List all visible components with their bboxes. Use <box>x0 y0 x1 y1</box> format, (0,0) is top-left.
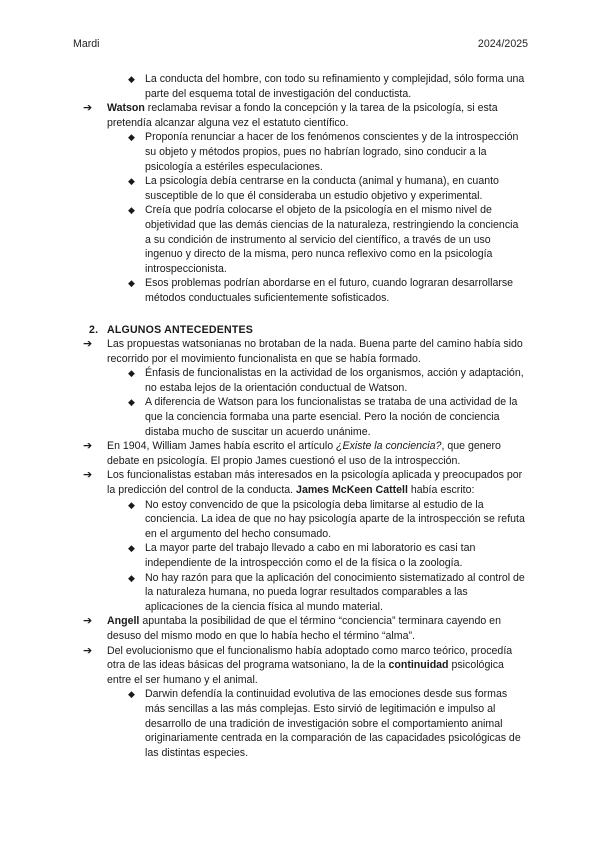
section-title: ALGUNOS ANTECEDENTES <box>107 323 254 336</box>
diamond-bullet-icon: ◆ <box>128 278 135 289</box>
document-body <box>0 72 600 760</box>
bullet-cattell-quote-3: ◆ No hay razón para que la aplicación del conocimiento sistematizado al control de la naturaleza humana, no pueda lograr resultados comparables a las aplicaciones de la ciencia física al mundo material. <box>128 571 525 613</box>
diamond-bullet-icon: ◆ <box>128 689 135 700</box>
diamond-bullet-icon: ◆ <box>128 205 135 216</box>
diamond-bullet-icon: ◆ <box>128 543 135 554</box>
bullet-centrarse-conducta: ◆ La psicología debía centrarse en la conducta (animal y humana), en cuanto susceptible de lo que él consideraba un estudio objetivo y experimental. <box>128 175 499 202</box>
bullet-objetividad: ◆ Creía que podría colocarse el objeto de la psicología en el mismo nivel de objetividad que las demás ciencias de la naturaleza, restringiendo la conciencia a su condición de instrumento al servicio del científico, a través de un uso ingenuo y directo de la misma, pero nunca reflexivo como en la psicología introspeccionista. <box>128 204 519 275</box>
section-heading-antecedentes <box>89 323 600 338</box>
bullet-diferencia-watson: ◆ A diferencia de Watson para los funcionalistas se trataba de una actividad de la que la conciencia formaba una parte esencial. Pero la noción de conciencia distaba mucho de suscitar un acuerdo unánime. <box>128 396 518 438</box>
arrow-bullet-icon: ➔ <box>83 644 93 657</box>
article-title: ¿Existe la conciencia? <box>336 440 442 453</box>
arrow-item-propuestas: ➔ Las propuestas watsonianas no brotaban de la nada. Buena parte del camino había sido recorrido por el movimiento funcionalista en que se había formado. <box>83 338 523 365</box>
bullet-problemas-futuro: ◆ Esos problemas podrían abordarse en el futuro, cuando lograran desarrollarse métodos conductuales suficientemente sofisticados. <box>128 277 514 304</box>
arrow-item-william-james: ➔ En 1904, William James había escrito el artículo ¿Existe la conciencia?, que genero debate en psicología. El propio James cuestionó el uso de la introspección. <box>83 440 501 467</box>
bullet-conducta-hombre: ◆ La conducta del hombre, con todo su refinamiento y complejidad, sólo forma una parte del esquema total de investigación del conductista. <box>128 73 525 100</box>
diamond-bullet-icon: ◆ <box>128 368 135 379</box>
bullet-enfasis-funcionalistas: ◆ Énfasis de funcionalistas en la actividad de los organismos, acción y adaptación, no estaba lejos de la orientación conductual de Watson. <box>128 367 524 394</box>
arrow-bullet-icon: ➔ <box>83 338 93 351</box>
bullet-renunciar-conciencia: ◆ Proponía renunciar a hacer de los fenómenos conscientes y de la introspección su objeto y métodos propios, pues no habrían logrado, sino conducir a la psicología a estériles especulaciones. <box>128 131 519 173</box>
bullet-cattell-quote-1: ◆ No estoy convencido de que la psicología deba limitarse al estudio de la conciencia. La idea de que no hay psicología aparte de la introspección se refuta en el argumento del hecho consumado. <box>128 498 525 540</box>
diamond-bullet-icon: ◆ <box>128 74 135 84</box>
header-course-name: Mardi <box>73 38 100 50</box>
arrow-bullet-icon: ➔ <box>83 102 93 115</box>
section-number: 2. <box>89 323 99 336</box>
arrow-bullet-icon: ➔ <box>83 615 93 628</box>
header-academic-year: 2024/2025 <box>477 38 528 50</box>
diamond-bullet-icon: ◆ <box>128 132 135 143</box>
arrow-item-funcionalistas: ➔ Los funcionalistas estaban más interesados en la psicología aplicada y preocupados por la predicción del control de la conducta. James McKeen Cattell había escrito: <box>83 469 523 497</box>
diamond-bullet-icon: ◆ <box>128 176 135 187</box>
diamond-bullet-icon: ◆ <box>128 572 135 583</box>
bullet-cattell-quote-2: ◆ La mayor parte del trabajo llevado a cabo en mi laboratorio es casi tan independiente de la introspección como el de la física o la zoología. <box>128 542 476 569</box>
arrow-item-watson: ➔ Watson reclamaba revisar a fondo la concepción y la tarea de la psicología, si esta pretendía alcanzar alguna vez el estatuto científico. <box>83 102 498 129</box>
arrow-item-evolucionismo: ➔ Del evolucionismo que el funcionalismo había adoptado como marco teórico, procedía otra de las ideas básicas del programa watsoniano, la de la continuidad psicológica entre el ser humano y el animal. <box>83 644 513 686</box>
diamond-bullet-icon: ◆ <box>128 499 135 510</box>
arrow-bullet-icon: ➔ <box>83 469 93 482</box>
arrow-bullet-icon: ➔ <box>83 440 93 453</box>
arrow-item-angell: ➔ Angell apuntaba la posibilidad de que el término “conciencia” terminara cayendo en desuso del mismo modo en que lo había hecho el término “alma”. <box>83 615 501 642</box>
diamond-bullet-icon: ◆ <box>128 397 135 408</box>
bullet-darwin: ◆ Darwin defendía la continuidad evolutiva de las emociones desde sus formas más sencillas a las más complejas. Esto sirvió de legitimación e impulso al desarrollo de una tradición de investigación sobre el comportamiento animal originariamente centrada en la comparación de las capacidades psicológicas de las distintas especies. <box>128 688 521 759</box>
